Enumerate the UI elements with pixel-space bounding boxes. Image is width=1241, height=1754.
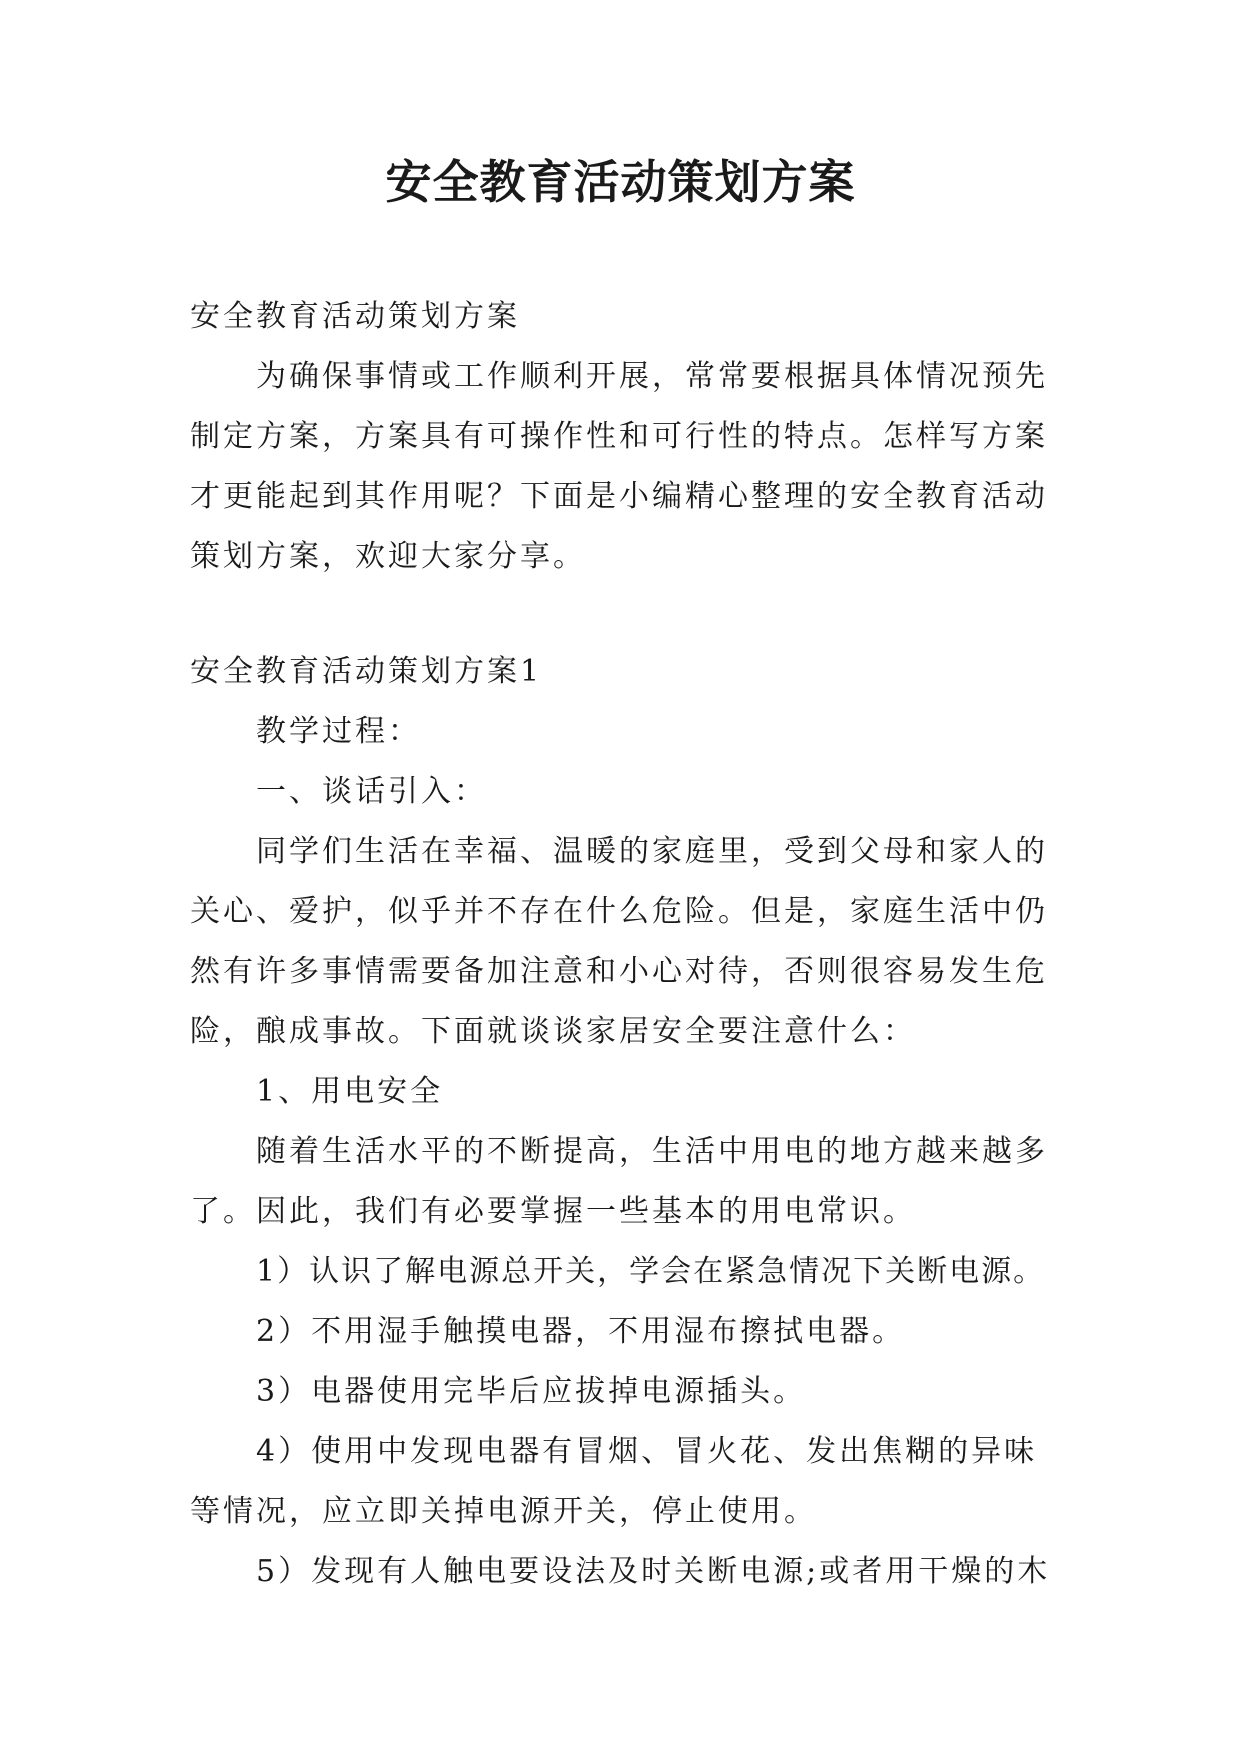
document-body: [190, 287, 1070, 1602]
rule-item: 5）发现有人触电要设法及时关断电源;或者用干燥的木: [256, 1554, 1051, 1589]
item-one-title: 1、用电安全: [256, 1074, 444, 1109]
intro-heading: 安全教育活动策划方案: [190, 299, 520, 334]
document-title: 安全教育活动策划方案: [385, 155, 856, 209]
part-one-label: 一、谈话引入：: [256, 774, 487, 809]
process-label: 教学过程：: [256, 714, 421, 749]
intro-paragraph: 为确保事情或工作顺利开展，常常要根据具体情况预先制定方案，方案具有可操作性和可行性的特点。怎样写方案才更能起到其作用呢？下面是小编精心整理的安全教育活动策划方案，欢迎大家分享。: [190, 359, 1048, 574]
rule-item: 3）电器使用完毕后应拔掉电源插头。: [256, 1374, 807, 1409]
item-one-text: 随着生活水平的不断提高，生活中用电的地方越来越多了。因此，我们有必要掌握一些基本的用电常识。: [190, 1134, 1048, 1229]
rule-item: 2）不用湿手触摸电器，不用湿布擦拭电器。: [256, 1314, 906, 1349]
section-heading: 安全教育活动策划方案1: [190, 654, 543, 689]
rule-item: 4）使用中发现电器有冒烟、冒火花、发出焦糊的异味等情况，应立即关掉电源开关，停止使用。: [190, 1434, 1038, 1529]
part-one-text: 同学们生活在幸福、温暖的家庭里，受到父母和家人的关心、爱护，似乎并不存在什么危险。但是，家庭生活中仍然有许多事情需要备加注意和小心对待，否则很容易发生危险，酿成事故。下面就谈谈家居安全要注意什么：: [190, 834, 1048, 1049]
rule-item: 1）认识了解电源总开关，学会在紧急情况下关断电源。: [256, 1254, 1046, 1289]
